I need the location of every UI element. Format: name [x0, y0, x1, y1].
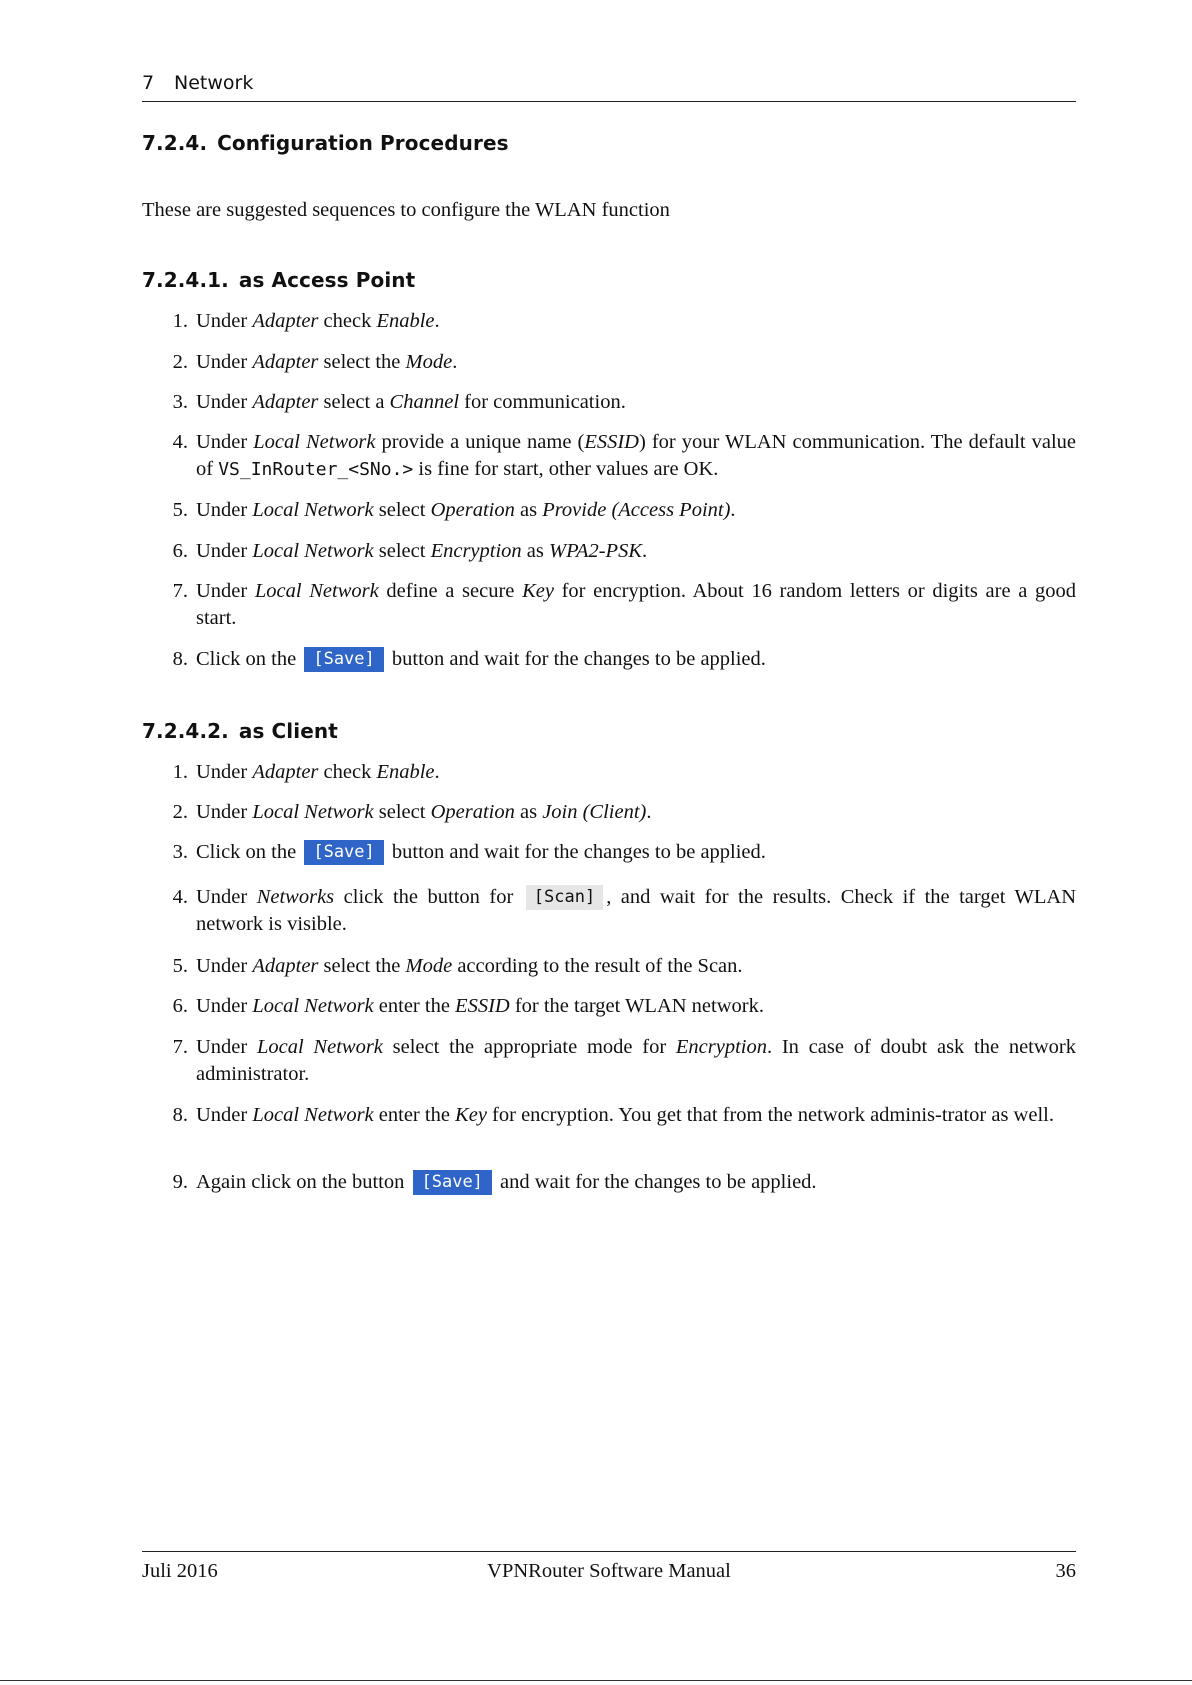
list-text: Again click on the button [Save] and wait for the changes to be applied. — [196, 1171, 817, 1193]
list-text: Under Local Network provide a unique name (ESSID) for your WLAN communication. The default value of VS_InRouter_<SNo.> is fine for start, other values are OK. — [196, 431, 1077, 480]
list-number: 2. — [172, 351, 188, 373]
list-number: 1. — [172, 761, 188, 783]
list-item — [142, 1169, 1076, 1196]
list-item — [142, 389, 1076, 416]
list-number: 7. — [172, 1036, 188, 1058]
subsection-title: as Access Point — [238, 268, 416, 292]
page-number: 36 — [1055, 1560, 1076, 1582]
page-header — [142, 70, 1076, 102]
list-text: Click on the [Save] button and wait for the changes to be applied. — [196, 648, 766, 670]
subsection-heading-access-point — [142, 268, 415, 292]
section-intro: These are suggested sequences to configure the WLAN function — [142, 199, 670, 221]
chapter-title: Network — [174, 72, 254, 94]
footer-date: Juli 2016 — [142, 1560, 218, 1582]
list-item — [142, 349, 1076, 376]
list-number: 1. — [172, 310, 188, 332]
list-item — [142, 308, 1076, 335]
list-number: 3. — [172, 841, 188, 863]
save-button[interactable]: [Save] — [304, 647, 383, 672]
list-number: 9. — [172, 1171, 188, 1193]
list-number: 5. — [172, 499, 188, 521]
list-text: Click on the [Save] button and wait for the changes to be applied. — [196, 841, 766, 863]
list-item — [142, 578, 1076, 632]
list-text: Under Local Network define a secure Key for encryption. About 16 random letters or digits are a good start. — [196, 580, 1077, 629]
list-item — [142, 993, 1076, 1020]
list-item — [142, 759, 1076, 786]
list-text: Under Local Network enter the ESSID for the target WLAN network. — [196, 995, 764, 1017]
list-item — [142, 646, 1076, 673]
list-number: 3. — [172, 391, 188, 413]
list-number: 8. — [172, 1104, 188, 1126]
list-item — [142, 1034, 1076, 1088]
list-number: 4. — [172, 431, 188, 453]
list-text: Under Local Network select Encryption as WPA2-PSK. — [196, 540, 648, 562]
list-number: 7. — [172, 580, 188, 602]
list-number: 8. — [172, 648, 188, 670]
list-text: Under Local Network enter the Key for encryption. You get that from the network adminis-trator as well. — [196, 1104, 1054, 1126]
list-number: 6. — [172, 995, 188, 1017]
list-number: 4. — [172, 886, 188, 908]
page-footer — [142, 1551, 1076, 1588]
subsection-heading-client — [142, 719, 338, 743]
list-text: Under Adapter check Enable. — [196, 310, 440, 332]
list-text: Under Local Network select Operation as Join (Client). — [196, 801, 652, 823]
chapter-number: 7 — [142, 72, 155, 94]
list-text: Under Adapter select the Mode according to the result of the Scan. — [196, 955, 743, 977]
list-item — [142, 429, 1076, 483]
list-item — [142, 538, 1076, 565]
list-item — [142, 953, 1076, 980]
subsection-number: 7.2.4.1. — [142, 268, 229, 292]
list-text: Under Local Network select the appropriate mode for Encryption. In case of doubt ask the network administrator. — [196, 1036, 1077, 1085]
list-item — [142, 799, 1076, 826]
list-text: Under Local Network select Operation as Provide (Access Point). — [196, 499, 736, 521]
list-text: Under Adapter check Enable. — [196, 761, 440, 783]
list-number: 5. — [172, 955, 188, 977]
section-number: 7.2.4. — [142, 131, 208, 155]
default-essid-value: VS_InRouter_<SNo.> — [218, 459, 414, 480]
subsection-number: 7.2.4.2. — [142, 719, 229, 743]
list-item — [142, 884, 1076, 938]
save-button[interactable]: [Save] — [304, 840, 383, 865]
list-item — [142, 1102, 1076, 1129]
list-number: 2. — [172, 801, 188, 823]
footer-manual-title: VPNRouter Software Manual — [487, 1560, 731, 1582]
list-item — [142, 497, 1076, 524]
list-number: 6. — [172, 540, 188, 562]
section-title: Configuration Procedures — [217, 131, 509, 155]
save-button[interactable]: [Save] — [413, 1170, 492, 1195]
list-text: Under Networks click the button for [Scan] , and wait for the results. Check if the target WLAN network is visible. — [196, 886, 1076, 935]
list-text: Under Adapter select the Mode. — [196, 351, 458, 373]
bottom-divider — [0, 1680, 1192, 1681]
list-item — [142, 839, 1076, 866]
subsection-title: as Client — [238, 719, 338, 743]
list-text: Under Adapter select a Channel for communication. — [196, 391, 626, 413]
scan-button[interactable]: [Scan] — [526, 885, 603, 910]
section-heading — [142, 131, 509, 155]
